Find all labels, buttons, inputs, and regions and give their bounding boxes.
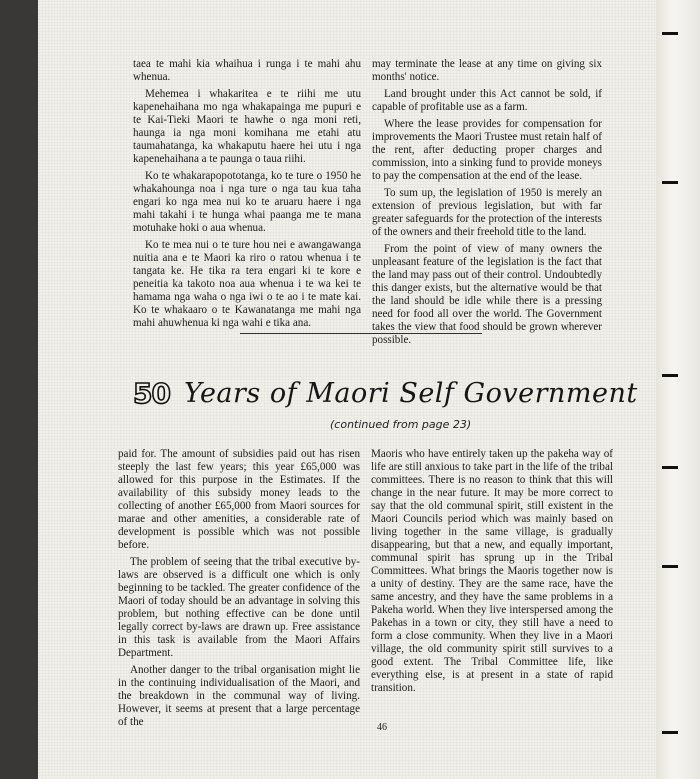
top-right-column [372, 58, 602, 351]
edge-marker [662, 731, 678, 734]
page-number: 46 [377, 722, 387, 733]
paragraph: Where the lease provides for compensation for improvements the Maori Trustee must retain half of the rent, after deducting proper charges and commission, into a sinking fund to provide moneys to pay the compensation at the end of the lease. [372, 118, 602, 182]
paragraph: To sum up, the legislation of 1950 is merely an extension of previous legislation, but with far greater safeguards for the protection of the interests of the owners and their freehold title to the land. [372, 187, 602, 238]
paragraph: The problem of seeing that the tribal executive by-laws are observed is a difficult one which is only beginning to be tackled. The greater confidence of the Maori of today should be an advantage in solving this problem, but nothing effective can be done until legally correct by-laws are drawn up. Free assistance in this task is available from the Maori Affairs Department. [118, 556, 360, 659]
edge-marker [662, 181, 678, 184]
page-edge [656, 0, 700, 779]
top-left-column [133, 58, 361, 334]
paragraph: taea te mahi kia whaihua i runga i te mahi ahu whenua. [133, 58, 361, 83]
paragraph: Mehemea i whakaritea e te riihi me utu kapenehaihana mo nga whakapainga me pupuri e te Kai-Tieki Maori te hawhe o nga moni reti, haunga ia nga moni komihana me etahi atu taumahatanga, ka whakaputu haere hei utu i nga kapenehaihana a te paunga o taua riihi. [133, 88, 361, 165]
heading-title: Years of Maori Self Government [183, 377, 638, 409]
paragraph: may terminate the lease at any time on giving six months' notice. [372, 58, 602, 83]
continued-note: (continued from page 23) [330, 418, 472, 431]
paragraph: Another danger to the tribal organisation might lie in the continuing individualisation of the Maori, and the breakdown in the communal way of living. However, it seems at present that a large percentage of the [118, 664, 360, 728]
section-divider [240, 333, 482, 334]
paragraph: Maoris who have entirely taken up the pakeha way of life are still anxious to take part in the life of the tribal committees. There is no reason to think that this will change in the near future. It may be more correct to say that the old communal spirit, still existent in the Maori Councils period which was mainly based on living together in the same village, is gradually disappearing, but that a new, and equally important, communal spirit has sprung up in the Tribal Committees. What brings the Maoris together now is a unity of destiny. They are the same race, have the same ancestry, and they have the same problems in a Pakeha world. When they live interspersed among the Pakehas in a town or city, they still have a need to form a close community. When they live in a Maori village, the old community spirit still survives to a good extent. The Tribal Committee life, like everything else, is at present in a state of rapid transition. [371, 448, 613, 694]
paragraph: Land brought under this Act cannot be sold, if capable of profitable use as a farm. [372, 88, 602, 113]
paragraph: Ko te whakarapopototanga, ko te ture o 1950 he whakahounga noa i nga ture o nga tau kua taha engari ko nga mea nui ko te aruaru haere i nga mahi takahi i te hunga whai paanga me te mana motuhake hoki o aua whenua. [133, 170, 361, 234]
bottom-right-column [371, 448, 613, 699]
article-heading [133, 368, 638, 418]
paragraph: paid for. The amount of subsidies paid out has risen steeply the last few years; this year £65,000 was allowed for this purpose in the Estimates. If the availability of this subsidy money leads to the collecting of another £65,000 from Maori sources for marae and other amenities, a considerable rate of development is possible which was not possible before. [118, 448, 360, 551]
edge-marker [662, 565, 678, 568]
edge-marker [662, 466, 678, 469]
bottom-left-column [118, 448, 360, 733]
paragraph: Ko te mea nui o te ture hou nei e awangawanga nuitia ana e te Maori ka riro o ratou whenua i te tangata ke. He tika ra tera engari ki te kore e peneitia ka takoto noa aua whenua i te wa kei te hamama nga waha o nga iwi o te ao i te mate kai. Ko te whakaaro o te Kawanatanga me mahi nga mahi ahuwhenua ki nga wahi e tika ana. [133, 239, 361, 329]
edge-marker [662, 32, 678, 35]
heading-number: 50 [133, 376, 170, 410]
paragraph: From the point of view of many owners the unpleasant feature of the legislation is the fact that the land may pass out of their control. Undoubtedly this danger exists, but the alternative would be that the land should be idle while there is a pressing need for food all over the world. The Government takes the view that food should be grown wherever possible. [372, 243, 602, 346]
edge-marker [662, 374, 678, 377]
